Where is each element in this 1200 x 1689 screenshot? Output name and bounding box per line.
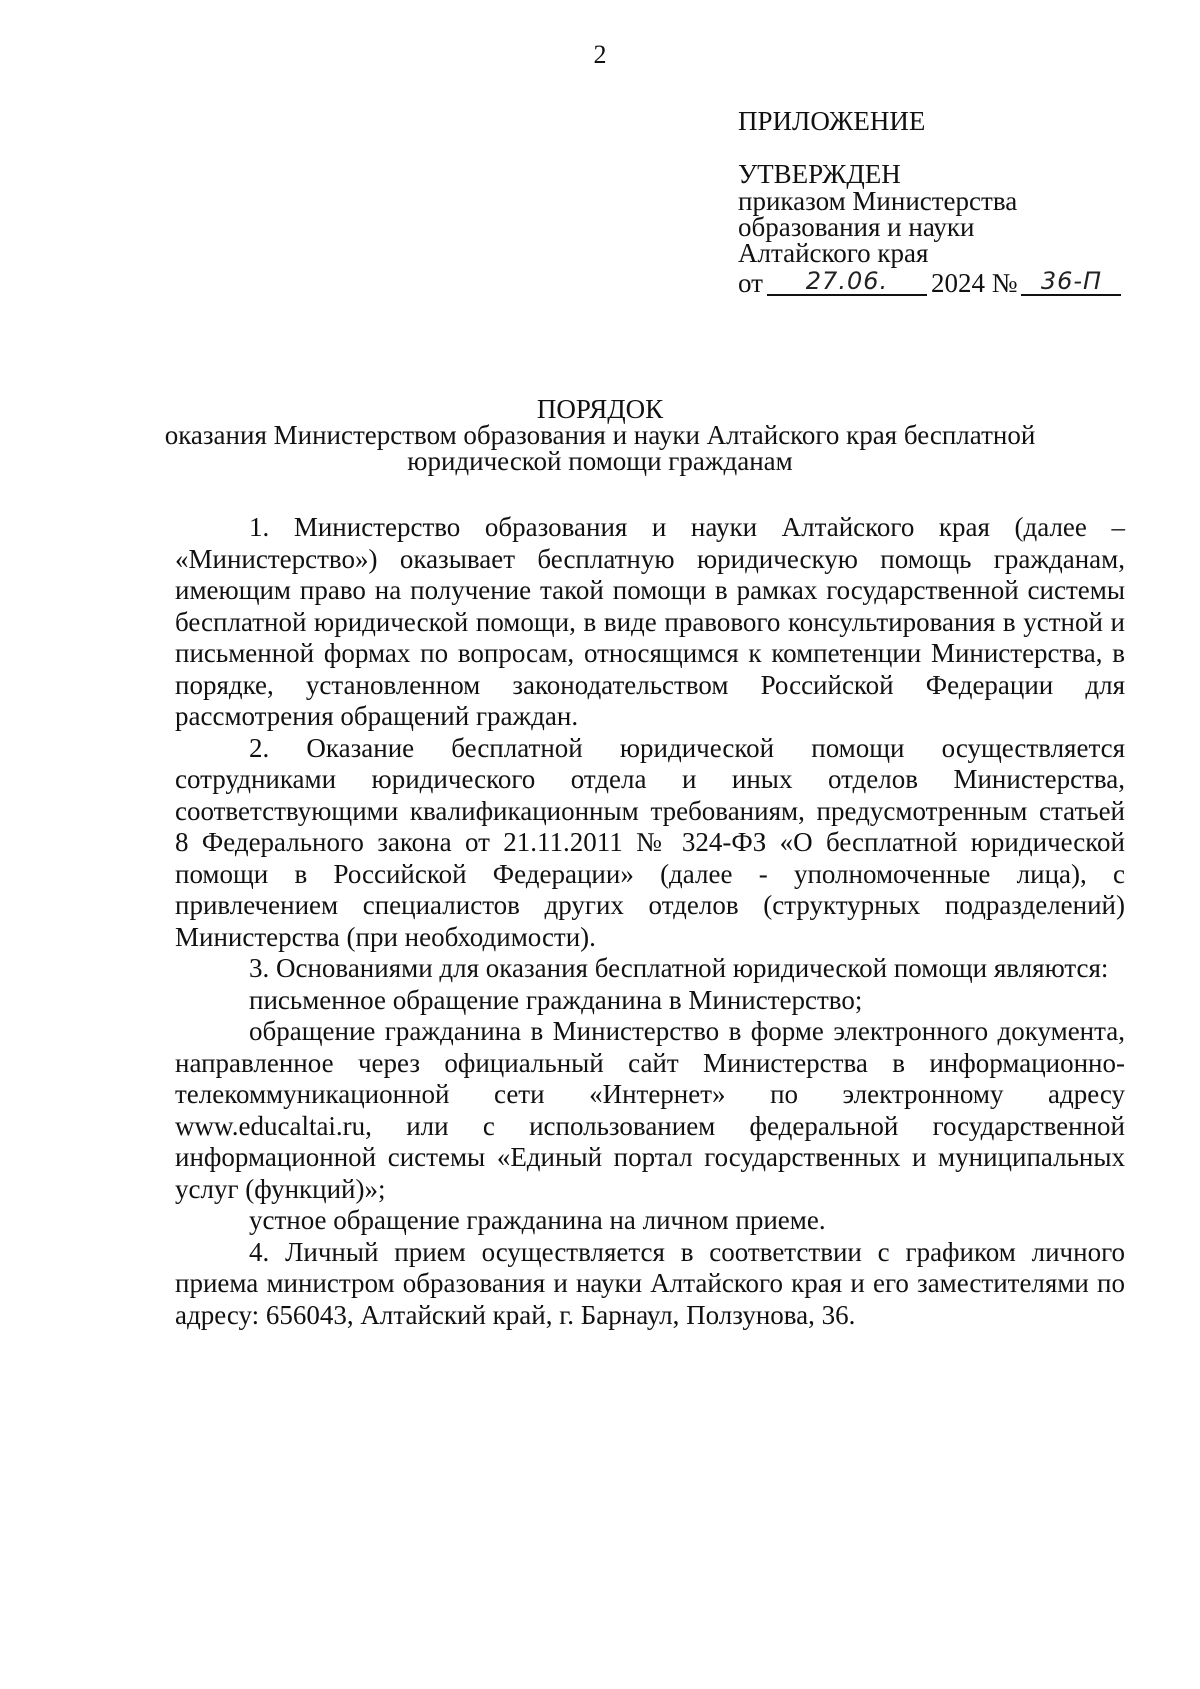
approval-line-3: Алтайского края xyxy=(738,238,929,268)
document-body xyxy=(175,512,1125,1331)
order-date-line xyxy=(738,268,1138,296)
handwritten-order-number: 36-П xyxy=(1021,268,1121,296)
appendix-label: ПРИЛОЖЕНИЕ xyxy=(738,106,926,136)
paragraph-3-item-3: устное обращение гражданина на личном приеме. xyxy=(249,1205,826,1235)
order-year: 2024 № xyxy=(930,268,1018,298)
paragraph-3-item-1: письменное обращение гражданина в Министерство; xyxy=(249,984,863,1015)
approved-label: УТВЕРЖДЕН xyxy=(738,159,901,189)
date-prefix: от xyxy=(738,268,763,298)
document-title xyxy=(150,396,1050,474)
paragraph-2: 2. Оказание бесплатной юридической помощи осуществляется сотрудниками юридического отдела и иных отделов Министерства, соответствующими квалификационным требованиям, предусмотренным статьей 8 Федерального закона от 21.11.2011 № 324-ФЗ «О бесплатной юридической помощи в Российской Федерации» (далее - уполномоченные лица), с привлечением специалистов других отделов (структурных подразделений) Министерства (при необходимости). xyxy=(175,732,1125,952)
paragraph-1: 1. Министерство образования и науки Алтайского края (далее – «Министерство») оказывает бесплатную юридическую помощь гражданам, имеющим право на получение такой помощи в рамках государственной системы бесплатной юридической помощи, в виде правового консультирования в устной и письменной формах по вопросам, относящимся к компетенции Министерства, в порядке, установленном законодательством Российской Федерации для рассмотрения обращений граждан. xyxy=(175,512,1125,731)
paragraph-4: 4. Личный прием осуществляется в соответствии с графиком личного приема министром образования и науки Алтайского края и его заместителями по адресу: 656043, Алтайский край, г. Барнаул, Ползунова, 36. xyxy=(175,1236,1125,1330)
handwritten-date: 27.06. xyxy=(767,268,927,296)
page-number: 2 xyxy=(593,40,607,69)
title-line-2: юридической помощи гражданам xyxy=(407,446,793,476)
title-line-1: оказания Министерством образования и науки Алтайского края бесплатной xyxy=(164,420,1036,450)
paragraph-3-item-2: обращение гражданина в Министерство в форме электронного документа, направленное через официальный сайт Министерства в информационно-телекоммуникационной сети «Интернет» по электронному адресу www.educaltai.ru, или с использованием федеральной государственной информационной системы «Единый портал государственных и муниципальных услуг (функций)»; xyxy=(175,1016,1125,1204)
approval-line-1: приказом Министерства xyxy=(738,186,1018,216)
title-heading: ПОРЯДОК xyxy=(536,394,664,424)
approval-line-2: образования и науки xyxy=(738,212,975,242)
paragraph-3: 3. Основаниями для оказания бесплатной юридической помощи являются: xyxy=(249,953,1109,983)
approval-stamp xyxy=(738,108,1138,296)
